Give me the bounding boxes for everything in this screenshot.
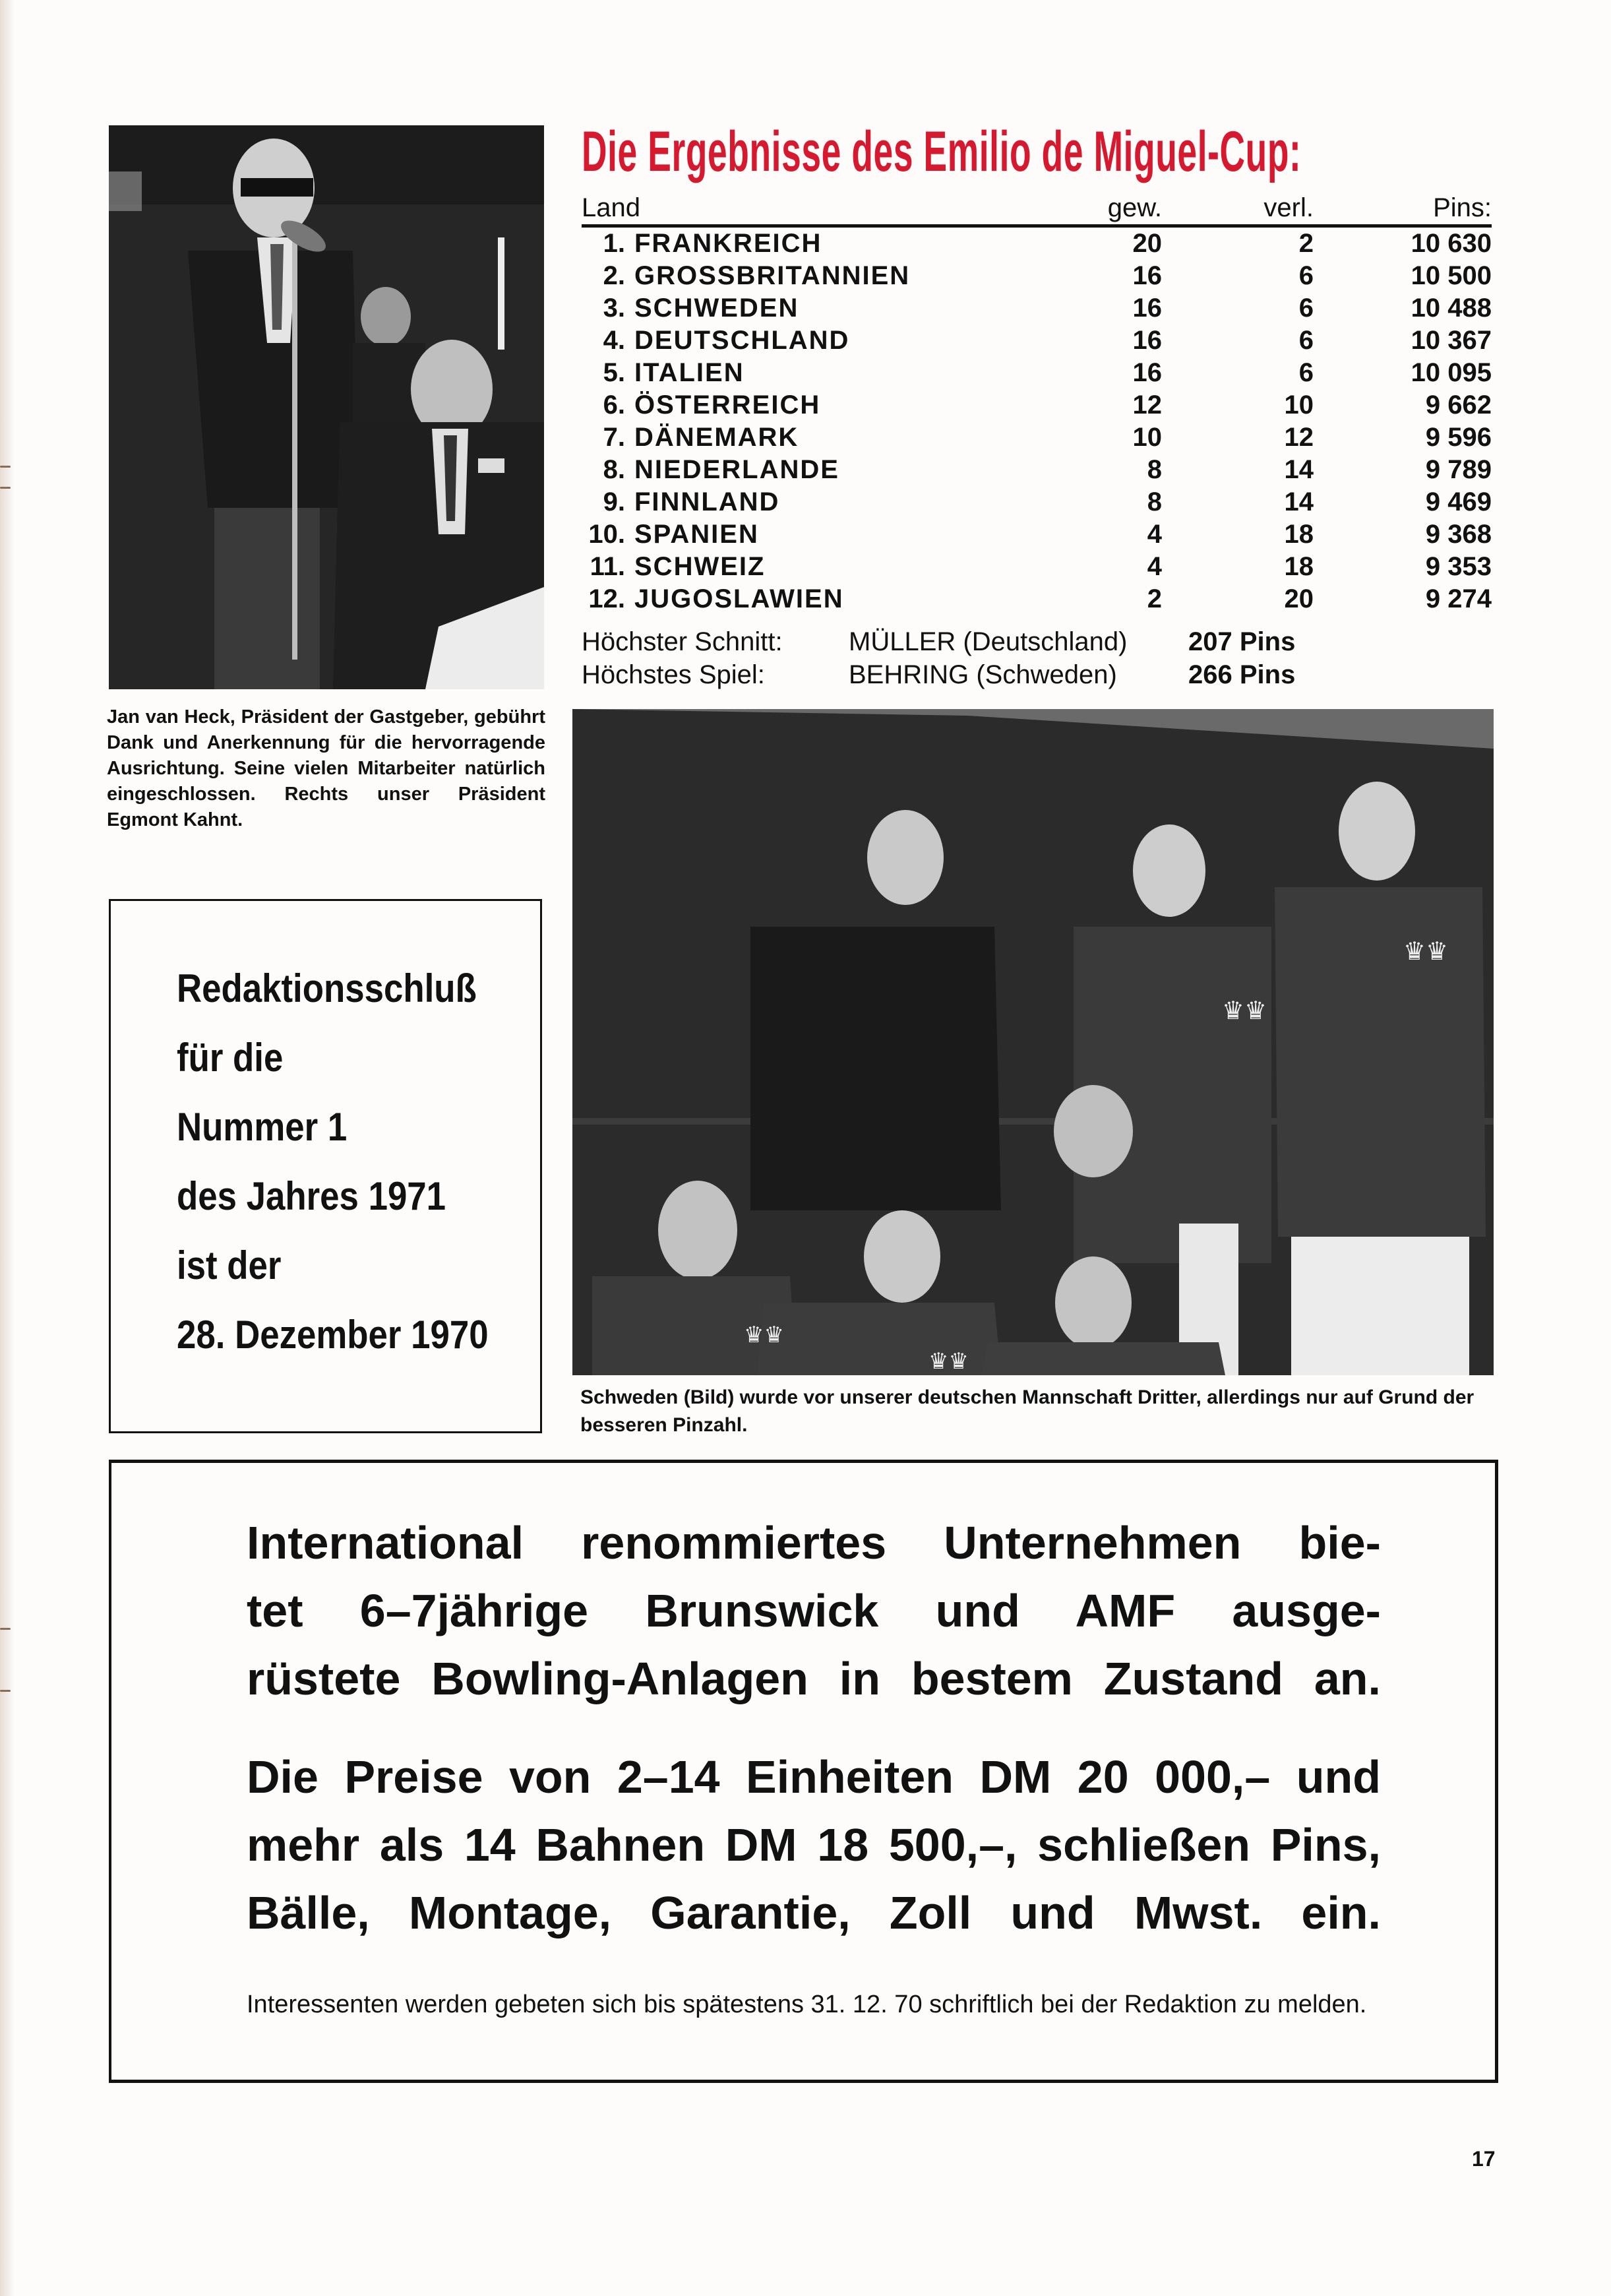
- deadline-line: Nummer 1: [177, 1105, 348, 1149]
- country: ITALIEN: [634, 358, 745, 387]
- stat-label: Höchster Schnitt:: [582, 627, 783, 656]
- lost: 20: [1284, 584, 1314, 613]
- ad-contact-note: Interessenten werden gebeten sich bis spätestens 31. 12. 70 schriftlich bei der Redaktion zu melden.: [247, 1991, 1367, 2018]
- rank: 2.: [603, 261, 625, 290]
- table-row: [582, 486, 1492, 518]
- advertisement-box: [109, 1460, 1498, 2083]
- binding-mark: [0, 1628, 11, 1630]
- pins: 10 488: [1411, 294, 1492, 323]
- stat-highest-game: [582, 658, 1439, 691]
- photo-team-caption: Schweden (Bild) wurde vor unserer deutschen Mannschaft Dritter, allerdings nur auf Grund der besseren Pinzahl.: [580, 1386, 1474, 1436]
- won: 16: [1132, 294, 1162, 323]
- rank: 7.: [603, 423, 625, 452]
- country: ÖSTERREICH: [634, 390, 821, 419]
- stat-highest-average: [582, 625, 1439, 658]
- country: SPANIEN: [634, 520, 759, 549]
- won: 8: [1147, 487, 1162, 516]
- pins: 9 274: [1425, 584, 1492, 613]
- country: GROSSBRITANNIEN: [634, 261, 911, 290]
- won: 4: [1147, 520, 1162, 549]
- rank: 11.: [590, 552, 625, 581]
- table-row: [582, 389, 1492, 421]
- won: 10: [1132, 423, 1162, 452]
- table-row: [582, 518, 1492, 551]
- ad-line: tet 6–7jährige Brunswick und AMF ausge-: [247, 1585, 1381, 1636]
- won: 16: [1132, 261, 1162, 290]
- pins: 9 596: [1425, 423, 1492, 452]
- svg-text:♛♛: ♛♛: [928, 1348, 969, 1375]
- table-row: [582, 421, 1492, 454]
- table-row: [582, 454, 1492, 486]
- table-row: [582, 551, 1492, 583]
- table-row: [582, 228, 1492, 260]
- deadline-line: ist der: [177, 1243, 282, 1288]
- rank: 9.: [603, 487, 625, 516]
- stat-player: MÜLLER (Deutschland): [849, 627, 1128, 656]
- lost: 18: [1284, 552, 1314, 581]
- header-gew: gew.: [1107, 193, 1162, 222]
- country: NIEDERLANDE: [634, 455, 839, 484]
- table-row: [582, 357, 1492, 389]
- pins: 9 368: [1425, 520, 1492, 549]
- pins: 9 469: [1425, 487, 1492, 516]
- won: 4: [1147, 552, 1162, 581]
- table-row: [582, 325, 1492, 357]
- won: 2: [1147, 584, 1162, 613]
- deadline-line: des Jahres 1971: [177, 1174, 446, 1218]
- ad-line: Die Preise von 2–14 Einheiten DM 20 000,– und: [247, 1751, 1381, 1803]
- ad-line: mehr als 14 Bahnen DM 18 500,–, schließen Pins,: [247, 1819, 1381, 1871]
- binding-mark: [0, 487, 11, 489]
- deadline-date: 28. Dezember 1970: [177, 1313, 489, 1357]
- lost: 2: [1298, 229, 1314, 258]
- pins: 9 353: [1425, 552, 1492, 581]
- lost: 6: [1298, 326, 1314, 355]
- pins: 9 662: [1425, 390, 1492, 419]
- won: 8: [1147, 455, 1162, 484]
- svg-text:♛♛: ♛♛: [744, 1322, 784, 1348]
- lost: 6: [1298, 294, 1314, 323]
- header-land: Land: [582, 193, 640, 222]
- table-row: [582, 292, 1492, 325]
- ad-paragraph-prices: [247, 1743, 1381, 1947]
- header-verl: verl.: [1263, 193, 1314, 222]
- rank: 4.: [603, 326, 625, 355]
- country: DEUTSCHLAND: [634, 326, 850, 355]
- page-number: 17: [1472, 2147, 1496, 2171]
- ad-line: International renommiertes Unternehmen bie-: [247, 1517, 1381, 1568]
- binding-mark: [0, 1690, 11, 1692]
- lost: 14: [1284, 455, 1314, 484]
- binding-mark: [0, 466, 11, 468]
- table-row: [582, 260, 1492, 292]
- photo-speaker: [109, 125, 544, 689]
- country: DÄNEMARK: [634, 423, 799, 452]
- pins: 10 367: [1411, 326, 1492, 355]
- stat-label: Höchstes Spiel:: [582, 660, 765, 689]
- ad-line: rüstete Bowling-Anlagen in bestem Zustand an.: [247, 1653, 1381, 1704]
- rank: 1.: [603, 229, 625, 258]
- svg-text:♛♛: ♛♛: [1222, 996, 1267, 1025]
- results-table: [582, 191, 1492, 615]
- country: FRANKREICH: [634, 229, 822, 258]
- photo-speaker-caption: Jan van Heck, Präsident der Gastgeber, gebührt Dank und Anerkennung für die hervorragende Ausrichtung. Seine vielen Mitarbeiter natürlich eingeschlossen. Rechts unser Präsident Egmont Kahnt.: [107, 706, 545, 830]
- lost: 14: [1284, 487, 1314, 516]
- rank: 8.: [603, 455, 625, 484]
- stat-player: BEHRING (Schweden): [849, 660, 1117, 689]
- rank: 3.: [603, 294, 625, 323]
- ad-paragraph-offer: [247, 1509, 1381, 1713]
- pins: 10 630: [1411, 229, 1492, 258]
- lost: 6: [1298, 261, 1314, 290]
- rank: 10.: [588, 520, 625, 549]
- rank: 6.: [603, 390, 625, 419]
- header-pins: Pins:: [1433, 193, 1492, 222]
- rank: 5.: [603, 358, 625, 387]
- page-binding-edge: [0, 0, 15, 2296]
- country: JUGOSLAWIEN: [634, 584, 844, 613]
- won: 20: [1132, 229, 1162, 258]
- lost: 18: [1284, 520, 1314, 549]
- photo-team-image: [572, 709, 1494, 1375]
- deadline-line: für die: [177, 1036, 284, 1080]
- won: 16: [1132, 358, 1162, 387]
- ad-line: Bälle, Montage, Garantie, Zoll und Mwst. ein.: [247, 1887, 1381, 1939]
- rank: 12.: [588, 584, 625, 613]
- photo-speaker-image: [109, 125, 544, 689]
- lost: 6: [1298, 358, 1314, 387]
- country: FINNLAND: [634, 487, 780, 516]
- table-header: [582, 191, 1492, 228]
- svg-text:♛♛: ♛♛: [1403, 937, 1449, 966]
- pins: 10 500: [1411, 261, 1492, 290]
- pins: 9 789: [1425, 455, 1492, 484]
- country: SCHWEIZ: [634, 552, 766, 581]
- lost: 12: [1284, 423, 1314, 452]
- lost: 10: [1284, 390, 1314, 419]
- stat-value: 266 Pins: [1188, 660, 1296, 689]
- won: 12: [1132, 390, 1162, 419]
- editorial-deadline-box: [109, 899, 542, 1433]
- best-performances: [582, 625, 1439, 691]
- deadline-line: Redaktionsschluß: [177, 966, 477, 1010]
- country: SCHWEDEN: [634, 294, 799, 323]
- pins: 10 095: [1411, 358, 1492, 387]
- stat-value: 207 Pins: [1188, 627, 1296, 656]
- photo-swedish-team: [572, 709, 1494, 1375]
- page-title: Die Ergebnisse des Emilio de Miguel-Cup:: [582, 120, 1302, 183]
- table-row: [582, 583, 1492, 615]
- won: 16: [1132, 326, 1162, 355]
